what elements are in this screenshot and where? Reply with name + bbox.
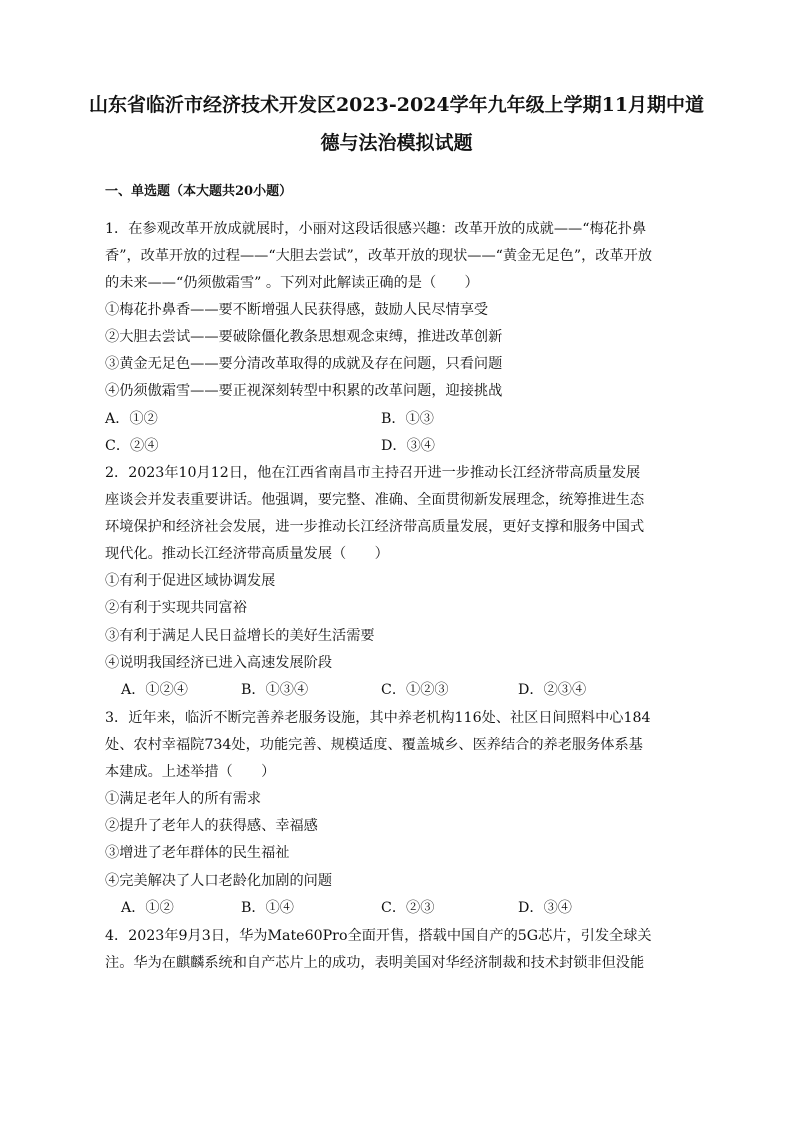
question-1-option-b[interactable]: B．①③ <box>381 411 434 427</box>
question-1-statement: ①梅花扑鼻香——要不断增强人民获得感，鼓励人民尽情享受 <box>105 302 489 318</box>
question-3-stem-line: 处、农村幸福院734处，功能完善、规模适度、覆盖城乡、医养结合的养老服务体系基 <box>105 737 643 753</box>
question-3-option-b[interactable]: B．①④ <box>241 900 294 916</box>
question-3-stem-line: 3．近年来，临沂不断完善养老服务设施，其中养老机构116处、社区日间照料中心184 <box>105 710 651 726</box>
question-3-option-a[interactable]: A．①② <box>121 900 174 916</box>
question-1-statement: ②大胆去尝试——要破除僵化教条思想观念束缚，推进改革创新 <box>105 329 503 345</box>
question-2-option-c[interactable]: C．①②③ <box>381 682 449 698</box>
question-3-option-c[interactable]: C．②③ <box>381 900 435 916</box>
question-2-option-d[interactable]: D．②③④ <box>518 682 587 698</box>
question-2-stem-line: 环境保护和经济社会发展，进一步推动长江经济带高质量发展，更好支撑和服务中国式 <box>105 519 645 535</box>
question-1-stem-line: 的未来——“仍须傲霜雪” 。下列对此解读正确的是（ ） <box>105 275 479 291</box>
question-1-statement: ④仍须傲霜雪——要正视深刻转型中积累的改革问题，迎接挑战 <box>105 383 503 399</box>
question-2-statement: ④说明我国经济已进入高速发展阶段 <box>105 655 333 671</box>
question-3-statement: ④完美解决了人口老龄化加剧的问题 <box>105 873 333 889</box>
question-2-statement: ③有利于满足人民日益增长的美好生活需要 <box>105 628 375 644</box>
question-3-statement: ②提升了老年人的获得感、幸福感 <box>105 818 318 834</box>
question-1-option-d[interactable]: D．③④ <box>381 438 435 454</box>
section-heading: 一、单选题（本大题共20小题） <box>105 184 293 199</box>
exam-title-line-1: 山东省临沂市经济技术开发区2023-2024学年九年级上学期11月期中道 <box>88 94 705 116</box>
question-2-statement: ②有利于实现共同富裕 <box>105 600 247 616</box>
question-3-statement: ①满足老年人的所有需求 <box>105 791 262 807</box>
question-4-stem-line: 4．2023年9月3日，华为Mate60Pro全面开售，搭载中国自产的5G芯片，引发全球关 <box>105 928 652 944</box>
question-3-statement: ③增进了老年群体的民生福祉 <box>105 845 290 861</box>
question-2-statement: ①有利于促进区域协调发展 <box>105 573 276 589</box>
question-2-option-b[interactable]: B．①③④ <box>241 682 309 698</box>
question-1-option-a[interactable]: A．①② <box>105 411 158 427</box>
question-1-stem-line: 1．在参观改革开放成就展时，小丽对这段话很感兴趣：改革开放的成就——“梅花扑鼻 <box>105 221 647 237</box>
question-1-option-c[interactable]: C．②④ <box>105 438 159 454</box>
question-2-stem-line: 现代化。推动长江经济带高质量发展（ ） <box>105 546 389 562</box>
question-1-stem-line: 香”，改革开放的过程——“大胆去尝试”，改革开放的现状——“黄金无足色”，改革开放 <box>105 248 653 264</box>
question-1-statement: ③黄金无足色——要分清改革取得的成就及存在问题，只看问题 <box>105 356 503 372</box>
question-2-stem-line: 座谈会并发表重要讲话。他强调，要完整、准确、全面贯彻新发展理念，统筹推进生态 <box>105 492 645 508</box>
question-4-stem-line: 注。华为在麒麟系统和自产芯片上的成功，表明美国对华经济制裁和技术封锁非但没能 <box>105 955 645 971</box>
question-3-stem-line: 本建成。上述举措（ ） <box>105 764 276 780</box>
question-3-option-d[interactable]: D．③④ <box>518 900 572 916</box>
exam-title-line-2: 德与法治模拟试题 <box>320 132 473 154</box>
question-2-stem-line: 2．2023年10月12日，他在江西省南昌市主持召开进一步推动长江经济带高质量发展 <box>105 465 641 481</box>
question-2-option-a[interactable]: A．①②④ <box>121 682 188 698</box>
